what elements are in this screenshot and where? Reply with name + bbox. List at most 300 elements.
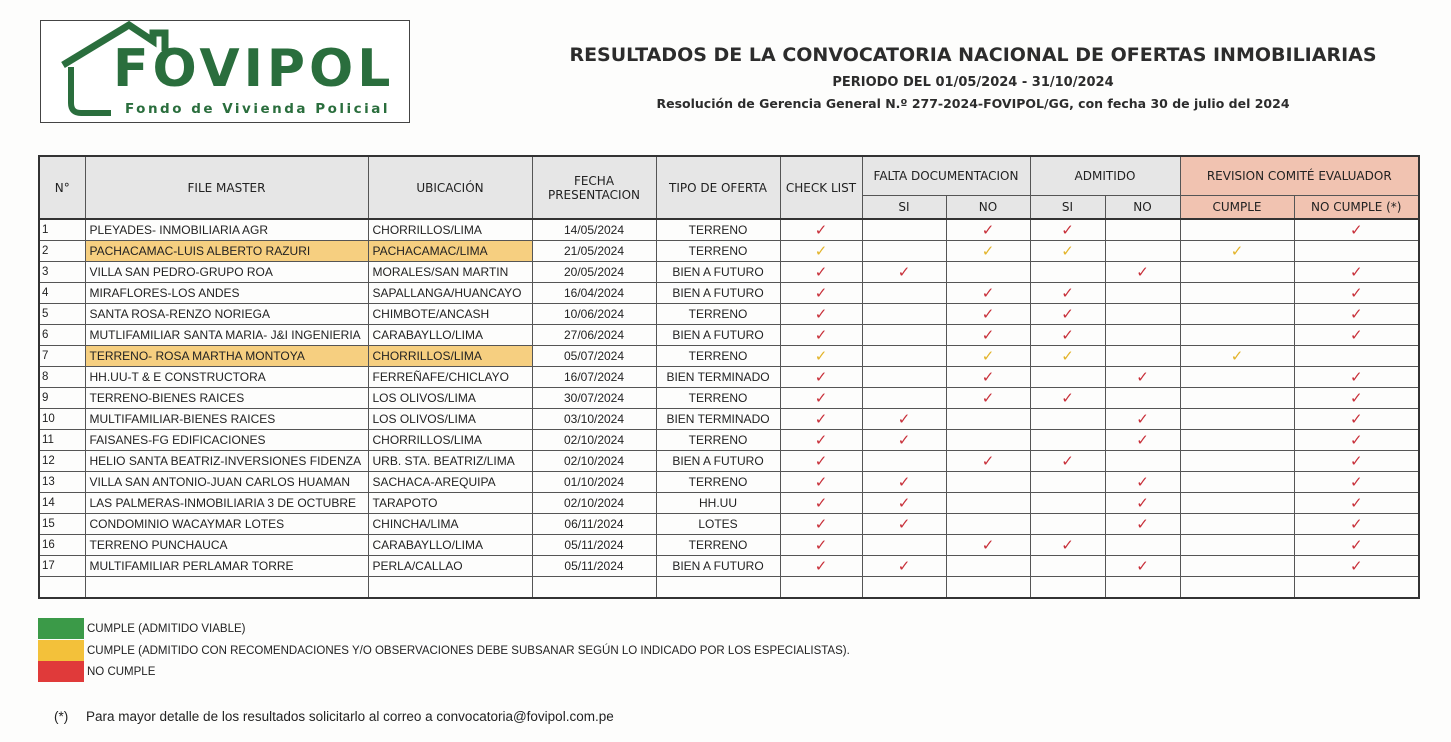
table-row <box>39 535 1419 556</box>
cell-fd-no <box>946 325 1030 346</box>
cell-ubicacion: MORALES/SAN MARTIN <box>368 262 532 283</box>
cell-tipo-oferta: TERRENO <box>656 241 780 262</box>
cell-ubicacion: CHINCHA/LIMA <box>368 514 532 535</box>
check-icon: ✓ <box>981 242 995 260</box>
legend-label-no-cumple: NO CUMPLE <box>87 666 156 678</box>
cell-ad-si <box>1030 388 1105 409</box>
footnote <box>54 709 614 724</box>
cell-fd-no <box>946 219 1030 241</box>
table-row <box>39 304 1419 325</box>
cell-checklist <box>780 535 862 556</box>
empty-cell <box>780 577 862 599</box>
cell-tipo-oferta: BIEN A FUTURO <box>656 556 780 577</box>
cell-checklist <box>780 219 862 241</box>
cell-ad-no <box>1105 262 1180 283</box>
cell-cumple <box>1180 241 1294 262</box>
cell-fd-si <box>862 430 946 451</box>
cell-ubicacion: FERREÑAFE/CHICLAYO <box>368 367 532 388</box>
cell-fecha: 02/10/2024 <box>532 430 656 451</box>
check-icon: ✓ <box>1349 410 1363 428</box>
check-icon: ✓ <box>1230 347 1244 365</box>
cell-file-master: LAS PALMERAS-INMOBILIARIA 3 DE OCTUBRE <box>85 493 368 514</box>
cell-fecha: 16/07/2024 <box>532 367 656 388</box>
cell-ad-no <box>1105 472 1180 493</box>
cell-tipo-oferta: BIEN TERMINADO <box>656 409 780 430</box>
cell-fd-si <box>862 472 946 493</box>
cell-fd-no <box>946 556 1030 577</box>
cell-ad-no <box>1105 367 1180 388</box>
cell-fd-no <box>946 346 1030 367</box>
table-row <box>39 283 1419 304</box>
table-row <box>39 430 1419 451</box>
cell-ad-si <box>1030 409 1105 430</box>
check-icon: ✓ <box>981 221 995 239</box>
check-icon: ✓ <box>814 557 828 575</box>
cell-fecha: 21/05/2024 <box>532 241 656 262</box>
check-icon: ✓ <box>897 431 911 449</box>
cell-ad-si <box>1030 241 1105 262</box>
check-icon: ✓ <box>1349 536 1363 554</box>
cell-checklist <box>780 388 862 409</box>
page-title: RESULTADOS DE LA CONVOCATORIA NACIONAL DE OFERTAS INMOBILIARIAS <box>569 44 1377 66</box>
cell-fd-si <box>862 346 946 367</box>
cell-cumple <box>1180 262 1294 283</box>
table-row <box>39 451 1419 472</box>
check-icon: ✓ <box>1349 515 1363 533</box>
cell-ubicacion: LOS OLIVOS/LIMA <box>368 388 532 409</box>
cell-no-cumple <box>1294 304 1419 325</box>
cell-file-master: TERRENO- ROSA MARTHA MONTOYA <box>85 346 368 367</box>
table-row <box>39 367 1419 388</box>
table-row <box>39 241 1419 262</box>
check-icon: ✓ <box>814 221 828 239</box>
cell-cumple <box>1180 346 1294 367</box>
cell-fd-si <box>862 283 946 304</box>
col-n: N° <box>39 156 85 219</box>
cell-fd-si <box>862 535 946 556</box>
cell-ubicacion: SAPALLANGA/HUANCAYO <box>368 283 532 304</box>
row-number: 3 <box>39 262 85 283</box>
cell-no-cumple <box>1294 556 1419 577</box>
fovipol-logo <box>40 20 410 123</box>
cell-file-master: VILLA SAN PEDRO-GRUPO ROA <box>85 262 368 283</box>
col-checklist: CHECK LIST <box>780 156 862 219</box>
row-number: 8 <box>39 367 85 388</box>
cell-checklist <box>780 409 862 430</box>
cell-ubicacion: CHORRILLOS/LIMA <box>368 430 532 451</box>
check-icon: ✓ <box>1349 431 1363 449</box>
cell-file-master: FAISANES-FG EDIFICACIONES <box>85 430 368 451</box>
table-row <box>39 262 1419 283</box>
check-icon: ✓ <box>1349 263 1363 281</box>
cell-tipo-oferta: HH.UU <box>656 493 780 514</box>
legend-swatch-red <box>38 661 84 682</box>
cell-fd-si <box>862 409 946 430</box>
cell-file-master: SANTA ROSA-RENZO NORIEGA <box>85 304 368 325</box>
cell-fecha: 05/11/2024 <box>532 535 656 556</box>
check-icon: ✓ <box>981 368 995 386</box>
cell-fecha: 10/06/2024 <box>532 304 656 325</box>
cell-tipo-oferta: BIEN A FUTURO <box>656 325 780 346</box>
cell-cumple <box>1180 514 1294 535</box>
cell-cumple <box>1180 430 1294 451</box>
cell-ad-si <box>1030 219 1105 241</box>
cell-ad-no <box>1105 346 1180 367</box>
cell-file-master: TERRENO-BIENES RAICES <box>85 388 368 409</box>
cell-fecha: 05/07/2024 <box>532 346 656 367</box>
check-icon: ✓ <box>1061 305 1074 323</box>
check-icon: ✓ <box>1136 557 1149 575</box>
empty-cell <box>862 577 946 599</box>
check-icon: ✓ <box>814 473 828 491</box>
empty-cell <box>1180 577 1294 599</box>
cell-tipo-oferta: TERRENO <box>656 472 780 493</box>
cell-fd-si <box>862 325 946 346</box>
col-file-master: FILE MASTER <box>85 156 368 219</box>
table-row <box>39 472 1419 493</box>
cell-fd-si <box>862 514 946 535</box>
cell-file-master: MUTLIFAMILIAR SANTA MARIA- J&I INGENIERIA <box>85 325 368 346</box>
col-admitido: ADMITIDO <box>1030 156 1180 196</box>
cell-ad-si <box>1030 535 1105 556</box>
table-row <box>39 388 1419 409</box>
cell-file-master: PACHACAMAC-LUIS ALBERTO RAZURI <box>85 241 368 262</box>
cell-ubicacion: TARAPOTO <box>368 493 532 514</box>
check-icon: ✓ <box>814 389 828 407</box>
cell-ubicacion: LOS OLIVOS/LIMA <box>368 409 532 430</box>
check-icon: ✓ <box>897 473 911 491</box>
check-icon: ✓ <box>814 431 828 449</box>
cell-ad-si <box>1030 346 1105 367</box>
check-icon: ✓ <box>1061 326 1074 344</box>
cell-cumple <box>1180 219 1294 241</box>
cell-ad-si <box>1030 262 1105 283</box>
col-cumple: CUMPLE <box>1180 196 1294 220</box>
check-icon: ✓ <box>897 557 911 575</box>
cell-fecha: 16/04/2024 <box>532 283 656 304</box>
check-icon: ✓ <box>814 305 828 323</box>
cell-ad-si <box>1030 472 1105 493</box>
table-row <box>39 325 1419 346</box>
cell-no-cumple <box>1294 535 1419 556</box>
check-icon: ✓ <box>814 347 828 365</box>
check-icon: ✓ <box>814 284 828 302</box>
cell-tipo-oferta: TERRENO <box>656 346 780 367</box>
cell-checklist <box>780 556 862 577</box>
cell-ubicacion: URB. STA. BEATRIZ/LIMA <box>368 451 532 472</box>
col-fecha: FECHA PRESENTACION <box>532 156 656 219</box>
cell-fd-no <box>946 451 1030 472</box>
cell-no-cumple <box>1294 388 1419 409</box>
table-row <box>39 409 1419 430</box>
cell-ad-si <box>1030 451 1105 472</box>
cell-tipo-oferta: TERRENO <box>656 388 780 409</box>
check-icon: ✓ <box>814 536 828 554</box>
check-icon: ✓ <box>1136 515 1149 533</box>
cell-ad-no <box>1105 535 1180 556</box>
check-icon: ✓ <box>1349 368 1363 386</box>
cell-file-master: PLEYADES- INMOBILIARIA AGR <box>85 219 368 241</box>
row-number: 4 <box>39 283 85 304</box>
col-tipo: TIPO DE OFERTA <box>656 156 780 219</box>
cell-ubicacion: PACHACAMAC/LIMA <box>368 241 532 262</box>
check-icon: ✓ <box>1349 452 1363 470</box>
cell-checklist <box>780 283 862 304</box>
table-row-empty <box>39 577 1419 599</box>
cell-no-cumple <box>1294 283 1419 304</box>
cell-no-cumple <box>1294 219 1419 241</box>
cell-ad-no <box>1105 241 1180 262</box>
logo-brand: FOVIPOL <box>113 39 395 99</box>
check-icon: ✓ <box>1349 326 1363 344</box>
cell-cumple <box>1180 535 1294 556</box>
empty-cell <box>532 577 656 599</box>
cell-no-cumple <box>1294 262 1419 283</box>
cell-checklist <box>780 262 862 283</box>
cell-cumple <box>1180 472 1294 493</box>
cell-no-cumple <box>1294 430 1419 451</box>
col-fd-si: SI <box>862 196 946 220</box>
cell-file-master: CONDOMINIO WACAYMAR LOTES <box>85 514 368 535</box>
check-icon: ✓ <box>814 410 828 428</box>
cell-ad-no <box>1105 388 1180 409</box>
footnote-marker: (*) <box>54 709 69 724</box>
row-number: 6 <box>39 325 85 346</box>
cell-file-master: HH.UU-T & E CONSTRUCTORA <box>85 367 368 388</box>
empty-cell <box>39 577 85 599</box>
col-falta-doc: FALTA DOCUMENTACION <box>862 156 1030 196</box>
check-icon: ✓ <box>1136 494 1149 512</box>
cell-checklist <box>780 514 862 535</box>
cell-fecha: 27/06/2024 <box>532 325 656 346</box>
check-icon: ✓ <box>1349 494 1363 512</box>
empty-cell <box>1105 577 1180 599</box>
check-icon: ✓ <box>814 242 828 260</box>
cell-fecha: 03/10/2024 <box>532 409 656 430</box>
check-icon: ✓ <box>1061 242 1074 260</box>
cell-cumple <box>1180 325 1294 346</box>
cell-cumple <box>1180 388 1294 409</box>
cell-file-master: MULTIFAMILIAR-BIENES RAICES <box>85 409 368 430</box>
cell-fd-no <box>946 283 1030 304</box>
table-row <box>39 493 1419 514</box>
cell-ad-no <box>1105 325 1180 346</box>
cell-ad-no <box>1105 283 1180 304</box>
col-fd-no: NO <box>946 196 1030 220</box>
check-icon: ✓ <box>1349 305 1363 323</box>
check-icon: ✓ <box>1349 221 1363 239</box>
cell-fd-no <box>946 409 1030 430</box>
cell-cumple <box>1180 409 1294 430</box>
check-icon: ✓ <box>814 452 828 470</box>
cell-cumple <box>1180 493 1294 514</box>
check-icon: ✓ <box>897 515 911 533</box>
cell-tipo-oferta: BIEN A FUTURO <box>656 451 780 472</box>
cell-fecha: 20/05/2024 <box>532 262 656 283</box>
cell-checklist <box>780 367 862 388</box>
check-icon: ✓ <box>814 263 828 281</box>
cell-tipo-oferta: BIEN A FUTURO <box>656 262 780 283</box>
results-table <box>38 155 1420 599</box>
cell-fd-no <box>946 304 1030 325</box>
cell-cumple <box>1180 367 1294 388</box>
cell-cumple <box>1180 304 1294 325</box>
col-ad-si: SI <box>1030 196 1105 220</box>
row-number: 17 <box>39 556 85 577</box>
footnote-text: Para mayor detalle de los resultados solicitarlo al correo a convocatoria@fovipol.com.pe <box>86 709 614 724</box>
cell-tipo-oferta: LOTES <box>656 514 780 535</box>
cell-fecha: 01/10/2024 <box>532 472 656 493</box>
check-icon: ✓ <box>1349 389 1363 407</box>
cell-no-cumple <box>1294 367 1419 388</box>
cell-tipo-oferta: TERRENO <box>656 535 780 556</box>
row-number: 9 <box>39 388 85 409</box>
check-icon: ✓ <box>1349 473 1363 491</box>
cell-ubicacion: CHORRILLOS/LIMA <box>368 219 532 241</box>
cell-fd-si <box>862 367 946 388</box>
cell-fd-no <box>946 514 1030 535</box>
table-body <box>39 219 1419 598</box>
cell-fecha: 02/10/2024 <box>532 451 656 472</box>
cell-fd-no <box>946 262 1030 283</box>
row-number: 13 <box>39 472 85 493</box>
check-icon: ✓ <box>1136 368 1149 386</box>
check-icon: ✓ <box>1349 557 1363 575</box>
cell-fd-no <box>946 241 1030 262</box>
cell-fd-si <box>862 304 946 325</box>
cell-ad-si <box>1030 493 1105 514</box>
empty-cell <box>368 577 532 599</box>
col-ubicacion: UBICACIÓN <box>368 156 532 219</box>
cell-fecha: 05/11/2024 <box>532 556 656 577</box>
cell-ad-si <box>1030 514 1105 535</box>
cell-tipo-oferta: TERRENO <box>656 219 780 241</box>
check-icon: ✓ <box>981 536 995 554</box>
cell-ubicacion: CARABAYLLO/LIMA <box>368 535 532 556</box>
row-number: 11 <box>39 430 85 451</box>
cell-file-master: TERRENO PUNCHAUCA <box>85 535 368 556</box>
cell-checklist <box>780 451 862 472</box>
check-icon: ✓ <box>814 326 828 344</box>
check-icon: ✓ <box>981 284 995 302</box>
cell-no-cumple <box>1294 325 1419 346</box>
cell-fd-no <box>946 472 1030 493</box>
cell-ubicacion: PERLA/CALLAO <box>368 556 532 577</box>
check-icon: ✓ <box>1230 242 1244 260</box>
cell-tipo-oferta: BIEN A FUTURO <box>656 283 780 304</box>
col-ad-no: NO <box>1105 196 1180 220</box>
cell-no-cumple <box>1294 241 1419 262</box>
cell-ad-si <box>1030 430 1105 451</box>
cell-ad-no <box>1105 514 1180 535</box>
cell-checklist <box>780 304 862 325</box>
cell-fd-si <box>862 219 946 241</box>
cell-tipo-oferta: TERRENO <box>656 304 780 325</box>
check-icon: ✓ <box>981 389 995 407</box>
cell-fecha: 30/07/2024 <box>532 388 656 409</box>
logo-tagline: Fondo de Vivienda Policial <box>125 101 391 117</box>
check-icon: ✓ <box>981 326 995 344</box>
cell-fd-si <box>862 241 946 262</box>
legend-label-cumple: CUMPLE (ADMITIDO VIABLE) <box>87 623 246 635</box>
check-icon: ✓ <box>1061 284 1074 302</box>
cell-file-master: VILLA SAN ANTONIO-JUAN CARLOS HUAMAN <box>85 472 368 493</box>
cell-fecha: 06/11/2024 <box>532 514 656 535</box>
cell-ad-si <box>1030 556 1105 577</box>
table-row <box>39 514 1419 535</box>
cell-checklist <box>780 472 862 493</box>
period-subtitle: PERIODO DEL 01/05/2024 - 31/10/2024 <box>832 75 1114 90</box>
check-icon: ✓ <box>897 494 911 512</box>
check-icon: ✓ <box>814 494 828 512</box>
check-icon: ✓ <box>1136 410 1149 428</box>
cell-ad-no <box>1105 493 1180 514</box>
check-icon: ✓ <box>1136 431 1149 449</box>
cell-file-master: HELIO SANTA BEATRIZ-INVERSIONES FIDENZA <box>85 451 368 472</box>
row-number: 15 <box>39 514 85 535</box>
check-icon: ✓ <box>897 263 911 281</box>
check-icon: ✓ <box>814 515 828 533</box>
cell-ubicacion: CHIMBOTE/ANCASH <box>368 304 532 325</box>
legend-swatch-green <box>38 618 84 639</box>
cell-fd-no <box>946 430 1030 451</box>
cell-no-cumple <box>1294 472 1419 493</box>
cell-fd-no <box>946 388 1030 409</box>
col-revision: REVISION COMITÉ EVALUADOR <box>1180 156 1419 196</box>
empty-cell <box>85 577 368 599</box>
cell-no-cumple <box>1294 493 1419 514</box>
cell-tipo-oferta: BIEN TERMINADO <box>656 367 780 388</box>
cell-cumple <box>1180 451 1294 472</box>
cell-fd-si <box>862 262 946 283</box>
legend-swatch-yellow <box>38 640 84 661</box>
empty-cell <box>946 577 1030 599</box>
table-row <box>39 219 1419 241</box>
check-icon: ✓ <box>1136 263 1149 281</box>
row-number: 16 <box>39 535 85 556</box>
col-no-cumple: NO CUMPLE (*) <box>1294 196 1419 220</box>
check-icon: ✓ <box>1349 284 1363 302</box>
cell-fd-si <box>862 388 946 409</box>
cell-checklist <box>780 241 862 262</box>
check-icon: ✓ <box>1136 473 1149 491</box>
cell-checklist <box>780 493 862 514</box>
empty-cell <box>1294 577 1419 599</box>
row-number: 14 <box>39 493 85 514</box>
cell-ad-si <box>1030 325 1105 346</box>
check-icon: ✓ <box>1061 389 1074 407</box>
check-icon: ✓ <box>1061 347 1074 365</box>
cell-cumple <box>1180 556 1294 577</box>
cell-file-master: MULTIFAMILIAR PERLAMAR TORRE <box>85 556 368 577</box>
cell-ubicacion: SACHACA-AREQUIPA <box>368 472 532 493</box>
cell-fd-si <box>862 493 946 514</box>
row-number: 10 <box>39 409 85 430</box>
table-header <box>39 156 1419 219</box>
cell-no-cumple <box>1294 409 1419 430</box>
check-icon: ✓ <box>981 347 995 365</box>
check-icon: ✓ <box>1061 536 1074 554</box>
cell-ad-no <box>1105 409 1180 430</box>
cell-fd-no <box>946 367 1030 388</box>
cell-ad-si <box>1030 367 1105 388</box>
cell-ubicacion: CHORRILLOS/LIMA <box>368 346 532 367</box>
cell-fecha: 02/10/2024 <box>532 493 656 514</box>
cell-ad-no <box>1105 556 1180 577</box>
legend-label-cumple-obs: CUMPLE (ADMITIDO CON RECOMENDACIONES Y/O OBSERVACIONES DEBE SUBSANAR SEGÚN LO INDICADO POR LOS ESPECIALISTAS). <box>87 645 850 657</box>
resolution-subtitle: Resolución de Gerencia General N.º 277-2024-FOVIPOL/GG, con fecha 30 de julio del 2024 <box>656 96 1290 111</box>
empty-cell <box>1030 577 1105 599</box>
